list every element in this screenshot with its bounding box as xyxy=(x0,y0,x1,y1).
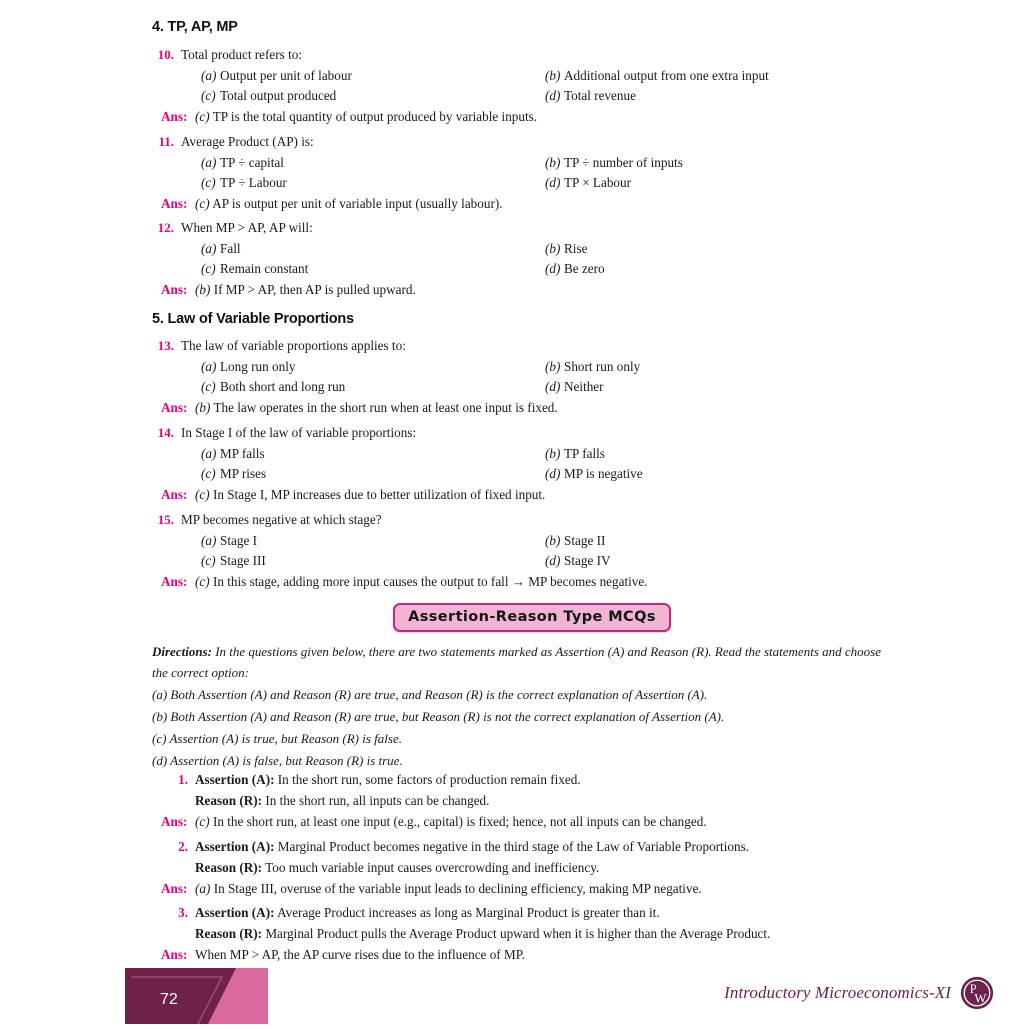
option-c[interactable] xyxy=(201,86,336,107)
question-text: When MP > AP, AP will: xyxy=(181,220,313,235)
section-heading-tp-ap-mp xyxy=(152,19,912,35)
option-letter: (b) xyxy=(545,532,561,548)
question-number: 14. xyxy=(157,425,174,440)
directions-option-d: (d) Assertion (A) is false, but Reason (R) is true. xyxy=(152,753,403,768)
option-row xyxy=(148,66,918,87)
answer-body xyxy=(195,814,707,829)
option-text: Be zero xyxy=(564,261,605,276)
option-letter: (d) xyxy=(545,175,561,190)
option-row xyxy=(148,377,918,398)
answer-label: Ans: xyxy=(161,947,188,962)
option-row xyxy=(148,531,918,552)
option-b[interactable] xyxy=(545,444,605,465)
option-d[interactable] xyxy=(545,551,611,572)
answer-label: Ans: xyxy=(161,573,188,589)
option-b[interactable] xyxy=(545,357,640,378)
option-letter: (c) xyxy=(201,466,216,481)
option-letter: (a) xyxy=(201,532,217,548)
answer-text: AP is output per unit of variable input (usually labour). xyxy=(212,195,503,211)
assertion-item-2 xyxy=(148,836,918,899)
mcq-item-14 xyxy=(148,423,918,505)
option-text: Stage IV xyxy=(564,553,611,568)
option-letter: (b) xyxy=(545,67,561,83)
option-row xyxy=(148,173,918,194)
assertion-body xyxy=(195,772,581,787)
option-letter: (b) xyxy=(545,240,561,256)
option-d[interactable] xyxy=(545,464,643,485)
mcq-item-15 xyxy=(148,510,918,592)
logo-letter-w: W xyxy=(974,991,987,1006)
question-text: The law of variable proportions applies to: xyxy=(181,338,406,353)
directions-option-b: (b) Both Assertion (A) and Reason (R) are true, but Reason (R) is not the correct explanation of Assertion (A). xyxy=(152,709,725,724)
answer-text: TP is the total quantity of output produced by variable inputs. xyxy=(212,108,538,124)
directions-intro xyxy=(152,641,894,683)
answer-body xyxy=(195,282,416,297)
reason-text: Marginal Product pulls the Average Product upward when it is higher than the Average Product. xyxy=(265,926,771,941)
assertion-body xyxy=(195,839,749,854)
reason-line xyxy=(148,790,918,811)
reason-label: Reason (R): xyxy=(195,860,263,875)
option-text: Both short and long run xyxy=(220,379,346,394)
option-letter: (b) xyxy=(545,154,561,170)
reason-label: Reason (R): xyxy=(195,793,263,808)
option-a[interactable] xyxy=(201,357,295,378)
option-d[interactable] xyxy=(545,86,636,107)
reason-body xyxy=(195,793,489,808)
section-heading-text: 4. TP, AP, MP xyxy=(152,19,238,35)
directions-option-c: (c) Assertion (A) is true, but Reason (R) is false. xyxy=(152,731,402,746)
answer-line xyxy=(148,811,918,832)
answer-line xyxy=(148,107,918,128)
reason-body xyxy=(195,860,599,875)
option-b[interactable] xyxy=(545,153,683,174)
option-row xyxy=(148,444,918,465)
assertion-reason-banner xyxy=(152,603,912,632)
option-a[interactable] xyxy=(201,66,352,87)
question-text: MP becomes negative at which stage? xyxy=(181,512,382,527)
answer-label: Ans: xyxy=(161,486,188,502)
assertion-text: In the short run, some factors of production remain fixed. xyxy=(277,772,581,787)
directions-intro-text: In the questions given below, there are two statements marked as Assertion (A) and Reason (R). Read the statements and choose the correct option: xyxy=(152,644,881,680)
answer-label: Ans: xyxy=(161,281,188,297)
option-letter: (d) xyxy=(545,261,561,276)
option-c[interactable] xyxy=(201,551,266,572)
answer-text: If MP > AP, then AP is pulled upward. xyxy=(213,281,416,297)
mcq-item-10 xyxy=(148,45,918,127)
answer-letter: (c) xyxy=(195,814,210,829)
assertion-reason-badge-label: Assertion-Reason Type MCQs xyxy=(393,603,671,632)
option-b[interactable] xyxy=(545,531,605,552)
logo-letter-p: P xyxy=(969,982,977,996)
option-letter: (a) xyxy=(201,67,217,83)
option-b[interactable] xyxy=(545,66,769,87)
answer-body xyxy=(195,109,537,124)
option-text: Stage I xyxy=(220,532,257,548)
question-line xyxy=(148,132,918,153)
option-letter: (c) xyxy=(201,175,216,190)
option-letter: (a) xyxy=(201,358,217,374)
option-text: Total output produced xyxy=(220,88,337,103)
option-text: Long run only xyxy=(220,358,296,374)
option-d[interactable] xyxy=(545,259,605,280)
option-row xyxy=(148,551,918,572)
option-letter: (c) xyxy=(201,553,216,568)
option-letter: (a) xyxy=(201,154,217,170)
answer-body xyxy=(195,400,558,415)
option-text: Fall xyxy=(220,240,241,256)
mcq-item-12 xyxy=(148,218,918,300)
assertion-label: Assertion (A): xyxy=(195,905,275,920)
option-a[interactable] xyxy=(201,444,265,465)
option-a[interactable] xyxy=(201,153,284,174)
option-a[interactable] xyxy=(201,531,257,552)
question-text: Total product refers to: xyxy=(181,47,303,62)
page-number: 72 xyxy=(160,991,178,1008)
option-letter: (d) xyxy=(545,553,561,568)
question-number: 11. xyxy=(158,134,174,149)
answer-line xyxy=(148,572,918,593)
assertion-number: 1. xyxy=(178,772,188,787)
question-line xyxy=(148,423,918,444)
answer-letter: (c) xyxy=(195,195,210,211)
option-b[interactable] xyxy=(545,239,587,260)
section-heading-law-variable-proportions xyxy=(152,311,912,327)
option-text: TP falls xyxy=(564,445,605,461)
answer-line xyxy=(148,280,918,301)
option-row xyxy=(148,464,918,485)
assertion-line xyxy=(148,769,918,790)
reason-text: Too much variable input causes overcrowding and inefficiency. xyxy=(265,860,600,875)
answer-line xyxy=(148,878,918,899)
assertion-label: Assertion (A): xyxy=(195,839,275,854)
footer xyxy=(0,962,1024,1024)
question-number: 13. xyxy=(157,338,174,353)
answer-body xyxy=(195,196,503,211)
answer-label: Ans: xyxy=(161,108,188,124)
option-text: TP × Labour xyxy=(564,175,632,190)
reason-line xyxy=(148,923,918,944)
option-text: TP ÷ number of inputs xyxy=(564,154,683,170)
book-title: Introductory Microeconomics-XI xyxy=(724,983,951,1002)
answer-text: The law operates in the short run when at least one input is fixed. xyxy=(213,399,558,415)
assertion-line xyxy=(148,836,918,857)
option-c[interactable] xyxy=(201,464,266,485)
question-number: 15. xyxy=(157,512,174,527)
option-row xyxy=(148,86,918,107)
answer-text: In this stage, adding more input causes the output to fall → MP becomes negative. xyxy=(212,573,648,589)
question-line xyxy=(148,218,918,239)
option-letter: (b) xyxy=(545,358,561,374)
option-d[interactable] xyxy=(545,173,631,194)
mcq-item-11 xyxy=(148,132,918,214)
question-line xyxy=(148,45,918,66)
option-letter: (c) xyxy=(201,88,216,103)
question-line xyxy=(148,510,918,531)
answer-line xyxy=(148,398,918,419)
directions-block xyxy=(152,641,894,771)
option-row xyxy=(148,153,918,174)
answer-label: Ans: xyxy=(161,195,188,211)
assertion-text: Average Product increases as long as Marginal Product is greater than it. xyxy=(277,905,660,920)
question-text: Average Product (AP) is: xyxy=(181,134,314,149)
assertion-line xyxy=(148,902,918,923)
option-text: Additional output from one extra input xyxy=(564,67,769,83)
option-text: Neither xyxy=(564,379,604,394)
answer-letter: (c) xyxy=(195,486,210,502)
option-text: MP falls xyxy=(220,445,265,461)
option-letter: (a) xyxy=(201,240,217,256)
directions-option-a: (a) Both Assertion (A) and Reason (R) are true, and Reason (R) is the correct explanation of Assertion (A). xyxy=(152,687,708,702)
answer-letter: (c) xyxy=(195,573,210,589)
answer-label: Ans: xyxy=(161,399,188,415)
option-row xyxy=(148,357,918,378)
question-number: 10. xyxy=(157,47,174,62)
answer-body xyxy=(195,487,545,502)
option-c[interactable] xyxy=(201,259,308,280)
question-line xyxy=(148,336,918,357)
reason-text: In the short run, all inputs can be changed. xyxy=(265,793,490,808)
answer-letter: (b) xyxy=(195,281,211,297)
assertion-number: 3. xyxy=(178,905,188,920)
option-row xyxy=(148,259,918,280)
answer-text: In Stage I, MP increases due to better utilization of fixed input. xyxy=(212,486,546,502)
option-text: TP ÷ Labour xyxy=(220,175,287,190)
option-text: Total revenue xyxy=(564,88,636,103)
section-heading-text: 5. Law of Variable Proportions xyxy=(152,311,354,327)
option-d[interactable] xyxy=(545,377,604,398)
question-number: 12. xyxy=(157,220,174,235)
option-text: TP ÷ capital xyxy=(220,154,284,170)
question-text: In Stage I of the law of variable proportions: xyxy=(181,425,417,440)
option-a[interactable] xyxy=(201,239,241,260)
assertion-body xyxy=(195,905,660,920)
answer-body xyxy=(195,947,525,962)
answer-body xyxy=(195,881,702,896)
assertion-item-3 xyxy=(148,902,918,965)
option-text: Rise xyxy=(564,240,588,256)
option-letter: (d) xyxy=(545,379,561,394)
option-letter: (d) xyxy=(545,88,561,103)
answer-letter: (c) xyxy=(195,108,210,124)
answer-label: Ans: xyxy=(161,814,188,829)
option-text: Short run only xyxy=(564,358,641,374)
option-text: MP rises xyxy=(220,466,267,481)
reason-label: Reason (R): xyxy=(195,926,263,941)
directions-label: Directions: xyxy=(152,644,212,659)
option-text: Stage II xyxy=(564,532,606,548)
answer-body xyxy=(195,574,648,589)
option-text: Stage III xyxy=(220,553,266,568)
answer-text: In the short run, at least one input (e.g., capital) is fixed; hence, not all inputs can be changed. xyxy=(212,814,707,829)
option-row xyxy=(148,239,918,260)
answer-line xyxy=(148,485,918,506)
option-letter: (c) xyxy=(201,261,216,276)
option-letter: (a) xyxy=(201,445,217,461)
option-text: MP is negative xyxy=(564,466,643,481)
footer-brand xyxy=(724,976,994,1010)
option-letter: (c) xyxy=(201,379,216,394)
option-c[interactable] xyxy=(201,377,345,398)
assertion-number: 2. xyxy=(178,839,188,854)
answer-text: In Stage III, overuse of the variable input leads to declining efficiency, making MP negative. xyxy=(213,881,702,896)
answer-letter: (a) xyxy=(195,881,211,896)
option-text: Output per unit of labour xyxy=(220,67,352,83)
pw-logo-icon xyxy=(960,976,994,1010)
answer-line xyxy=(148,194,918,215)
assertion-item-1 xyxy=(148,769,918,832)
assertion-text: Marginal Product becomes negative in the third stage of the Law of Variable Proportions. xyxy=(277,839,749,854)
reason-body xyxy=(195,926,770,941)
mcq-item-13 xyxy=(148,336,918,418)
answer-letter: (b) xyxy=(195,399,211,415)
option-text: Remain constant xyxy=(220,261,309,276)
option-letter: (d) xyxy=(545,466,561,481)
assertion-label: Assertion (A): xyxy=(195,772,275,787)
option-c[interactable] xyxy=(201,173,287,194)
answer-text: When MP > AP, the AP curve rises due to the influence of MP. xyxy=(195,947,525,962)
reason-line xyxy=(148,857,918,878)
option-letter: (b) xyxy=(545,445,561,461)
answer-label: Ans: xyxy=(161,881,188,896)
